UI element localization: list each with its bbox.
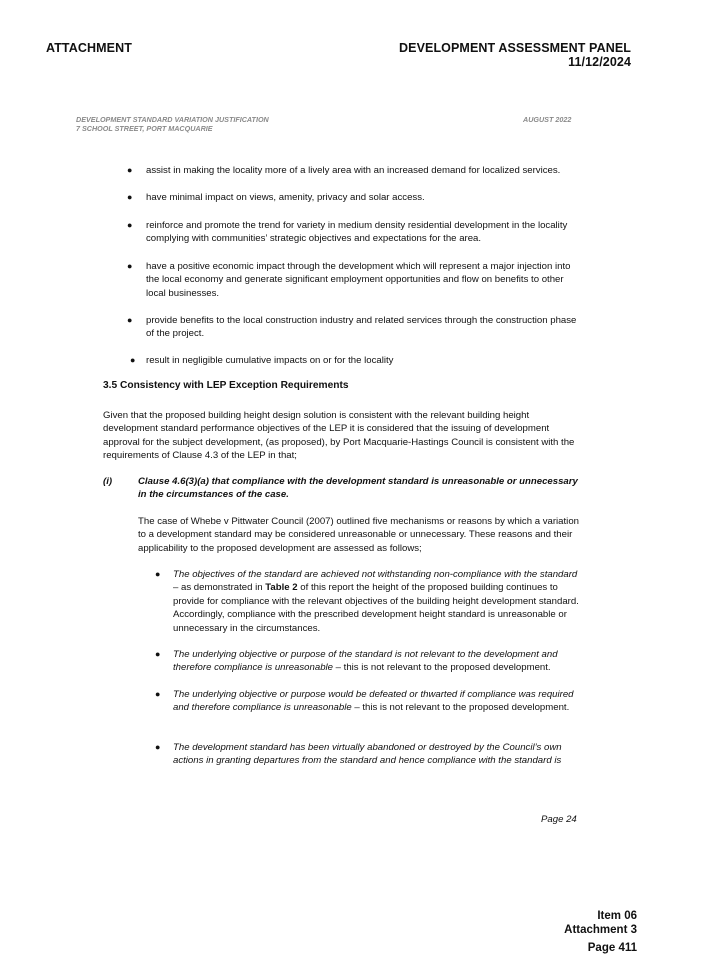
bullet-icon: ● — [130, 355, 136, 365]
document-subheader — [76, 115, 269, 133]
panel-header — [399, 41, 631, 69]
bullet-text: result in negligible cumulative impacts on or for the locality — [146, 355, 394, 366]
list-item — [127, 164, 582, 177]
italic-phrase: The development standard has been virtually abandoned or destroyed by the Council’s own actions in granting departures from the standard and hence compliance with the standard is — [173, 742, 562, 767]
bold-reference: Table 2 — [265, 582, 298, 594]
bullet-text: reinforce and promote the trend for variety in medium density residential development in the locality complying with communities’ strategic objectives and expectations for the area. — [146, 220, 568, 245]
intro-paragraph: Given that the proposed building height design solution is consistent with the relevant building height development standard performance objectives of the LEP it is considered that the issuing of development approval for the subject development, (as proposed), by Port Macquarie-Hastings Council is consistent with the requirements of Clause 4.3 of the LEP in that; — [103, 410, 575, 462]
list-item — [155, 568, 582, 635]
bullet-text: have a positive economic impact through the development which will represent a major injection into the local economy and generate significant employment opportunities and flow on benefits to other local businesses. — [146, 261, 571, 299]
footer-page: Page 411 — [587, 942, 637, 954]
bullet-text — [173, 741, 582, 768]
bullet-icon: ● — [155, 742, 161, 752]
document-title: DEVELOPMENT STANDARD VARIATION JUSTIFICATION — [76, 115, 269, 124]
bullet-text — [173, 648, 582, 675]
case-paragraph: The case of Whebe v Pittwater Council (2007) outlined five mechanisms or reasons by which a variation to a development standard may be considered unreasonable or unnecessary. These reasons and their applicability to the proposed development are assessed as follows; — [138, 516, 579, 554]
bullet-icon: ● — [127, 315, 133, 325]
list-item — [130, 354, 582, 367]
panel-date: 11/12/2024 — [568, 55, 631, 69]
bullet-icon: ● — [127, 165, 133, 175]
italic-phrase: The objectives of the standard are achieved not withstanding non-compliance with the standard — [173, 569, 578, 580]
clause-number: (i) — [103, 476, 113, 487]
bullet-icon: ● — [155, 689, 161, 699]
bullet-text — [173, 688, 582, 715]
footer-attachment: Attachment 3 — [564, 924, 637, 936]
list-item — [127, 191, 582, 204]
section-heading: 3.5 Consistency with LEP Exception Requirements — [103, 380, 349, 391]
italic-phrase: The underlying objective or purpose would be defeated or thwarted if compliance was required and therefore compliance is unreasonable — [173, 689, 574, 714]
bullet-text: assist in making the locality more of a lively area with an increased demand for localized services. — [146, 165, 561, 176]
bullet-icon: ● — [155, 649, 161, 659]
text-fragment: – this is not relevant to the proposed development. — [351, 702, 570, 714]
list-item — [127, 260, 582, 300]
list-item — [127, 314, 582, 341]
footer-item: Item 06 — [597, 910, 637, 922]
bullet-text: have minimal impact on views, amenity, privacy and solar access. — [146, 192, 425, 203]
text-fragment: – this is not relevant to the proposed development. — [333, 662, 551, 674]
document-address: 7 SCHOOL STREET, PORT MACQUARIE — [76, 124, 213, 133]
text-fragment: – as demonstrated in — [173, 582, 266, 594]
bullet-icon: ● — [127, 261, 133, 271]
list-item — [127, 219, 582, 246]
page-label: Page 24 — [541, 814, 577, 825]
bullet-icon: ● — [127, 220, 133, 230]
text-fragment: of this report the height of the proposed building continues to provide for compliance with the relevant objectives of the building height development standard. Accordingly, compliance with the prescribed development height standard is unreasonable or unnecessary in the circumstances. — [173, 582, 579, 634]
clause-text: Clause 4.6(3)(a) that compliance with the development standard is unreasonable or unnecessary in the circumstances of the case. — [138, 476, 578, 501]
italic-phrase: The underlying objective or purpose of the standard is not relevant to the development and therefore compliance is unreasonable — [173, 649, 558, 674]
bullet-text: provide benefits to the local construction industry and related services through the construction phase of the project. — [146, 315, 577, 340]
attachment-label: ATTACHMENT — [46, 41, 132, 55]
bullet-text — [173, 568, 582, 635]
bullet-icon: ● — [127, 192, 133, 202]
bullet-icon: ● — [155, 569, 161, 579]
footer-item-block — [564, 909, 637, 937]
list-item — [155, 741, 582, 768]
document-date: AUGUST 2022 — [523, 115, 572, 124]
list-item — [155, 648, 582, 675]
list-item — [155, 688, 582, 715]
panel-title: DEVELOPMENT ASSESSMENT PANEL — [399, 41, 631, 55]
